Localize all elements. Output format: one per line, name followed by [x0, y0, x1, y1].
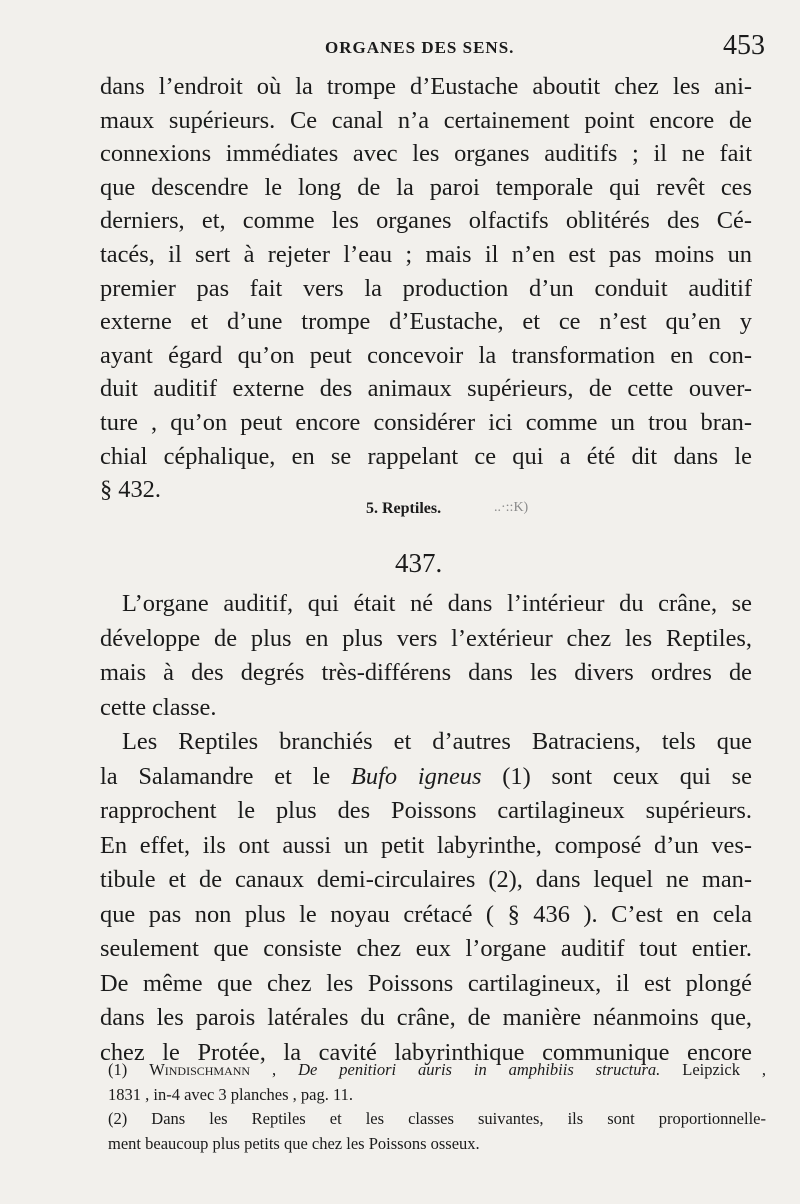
footnote-place: Leipzick ,	[682, 1060, 767, 1079]
footnotes	[108, 1058, 766, 1156]
text-line: dans l’endroit où la trompe d’Eustache aboutit chez les ani-	[100, 73, 752, 100]
page-header	[100, 30, 765, 70]
text-line: connexions immédiates avec les organes auditifs ; il ne fait	[100, 140, 752, 168]
text-line: duit auditif externe des animaux supérieurs, de cette ouver-	[100, 375, 752, 403]
footnote-line: (1) Windischmann , De penitiori auris in amphibiis structura. Leipzick ,	[108, 1060, 767, 1079]
stray-mark: ..·::K)	[494, 500, 529, 515]
text-line: ture , qu’on peut encore considérer ici comme un trou bran-	[100, 408, 752, 436]
text-line: maux supérieurs. Ce canal n’a certainement point encore de	[100, 106, 752, 134]
text-line: chez le Protée, la cavité labyrinthique communique encore	[100, 1038, 752, 1066]
text-line	[100, 760, 752, 795]
text-line: derniers, et, comme les organes olfactifs oblitérés des Cé-	[100, 207, 752, 235]
text-line: Les Reptiles branchiés et d’autres Batraciens, tels que	[122, 728, 752, 755]
footnote-line: 1831 , in-4 avec 3 planches , pag. 11.	[108, 1084, 353, 1104]
paragraph-section-437	[100, 587, 752, 1070]
text-line: premier pas fait vers la production d’un conduit auditif	[100, 274, 752, 302]
footnote-title: De penitiori auris in amphibiis structura.	[298, 1060, 661, 1079]
footnote-author: Windischmann	[149, 1060, 251, 1079]
text-fragment: (1) sont ceux qui se	[502, 762, 752, 790]
page-number: 453	[723, 30, 765, 61]
section-number: 437.	[395, 548, 443, 578]
species-name: Bufo igneus	[351, 762, 482, 790]
text-line: tibule et de canaux demi-circulaires (2), dans lequel ne man-	[100, 866, 752, 893]
footnote-line: (2) Dans les Reptiles et les classes suivantes, ils sont proportionnelle-	[108, 1109, 766, 1128]
paragraph-continued	[100, 70, 752, 507]
text-line: que descendre le long de la paroi temporale qui revêt ces	[100, 173, 752, 201]
text-line: cette classe.	[100, 693, 217, 721]
text-line: De même que chez les Poissons cartilagineux, il est plongé	[100, 969, 752, 997]
text-line: chial céphalique, en se rappelant ce qui a été dit dans le	[100, 442, 752, 470]
footnote-2	[108, 1107, 766, 1156]
section-title: 5. Reptiles.	[366, 500, 442, 517]
footnote-marker: (1)	[108, 1060, 128, 1079]
text-line: dans les parois latérales du crâne, de manière néanmoins que,	[100, 1004, 752, 1031]
text-line: tacés, il sert à rejeter l’eau ; mais il n’en est pas moins un	[100, 240, 752, 268]
footnote-1	[108, 1058, 766, 1107]
text-line: développe de plus en plus vers l’extérieur chez les Reptiles,	[100, 624, 752, 652]
text-fragment: la Salamandre et le	[100, 762, 331, 790]
text-line: § 432.	[100, 476, 161, 504]
text-line: ayant égard qu’on peut concevoir la transformation en con-	[100, 341, 752, 369]
footnote-line: ment beaucoup plus petits que chez les Poissons osseux.	[108, 1133, 480, 1153]
text-line: L’organe auditif, qui était né dans l’intérieur du crâne, se	[122, 590, 752, 617]
text-line: que pas non plus le noyau crétacé ( § 436 ). C’est en cela	[100, 900, 752, 928]
text-line: seulement que consiste chez eux l’organe auditif tout entier.	[100, 935, 752, 962]
text-line: mais à des degrés très-différens dans les divers ordres de	[100, 659, 752, 686]
running-title: ORGANES DES SENS.	[325, 38, 515, 57]
text-line: En effet, ils ont aussi un petit labyrinthe, composé d’un ves-	[100, 831, 752, 859]
text-line: externe et d’une trompe d’Eustache, et ce n’est qu’en y	[100, 308, 752, 336]
text-line: rapprochent le plus des Poissons cartilagineux supérieurs.	[100, 797, 752, 824]
